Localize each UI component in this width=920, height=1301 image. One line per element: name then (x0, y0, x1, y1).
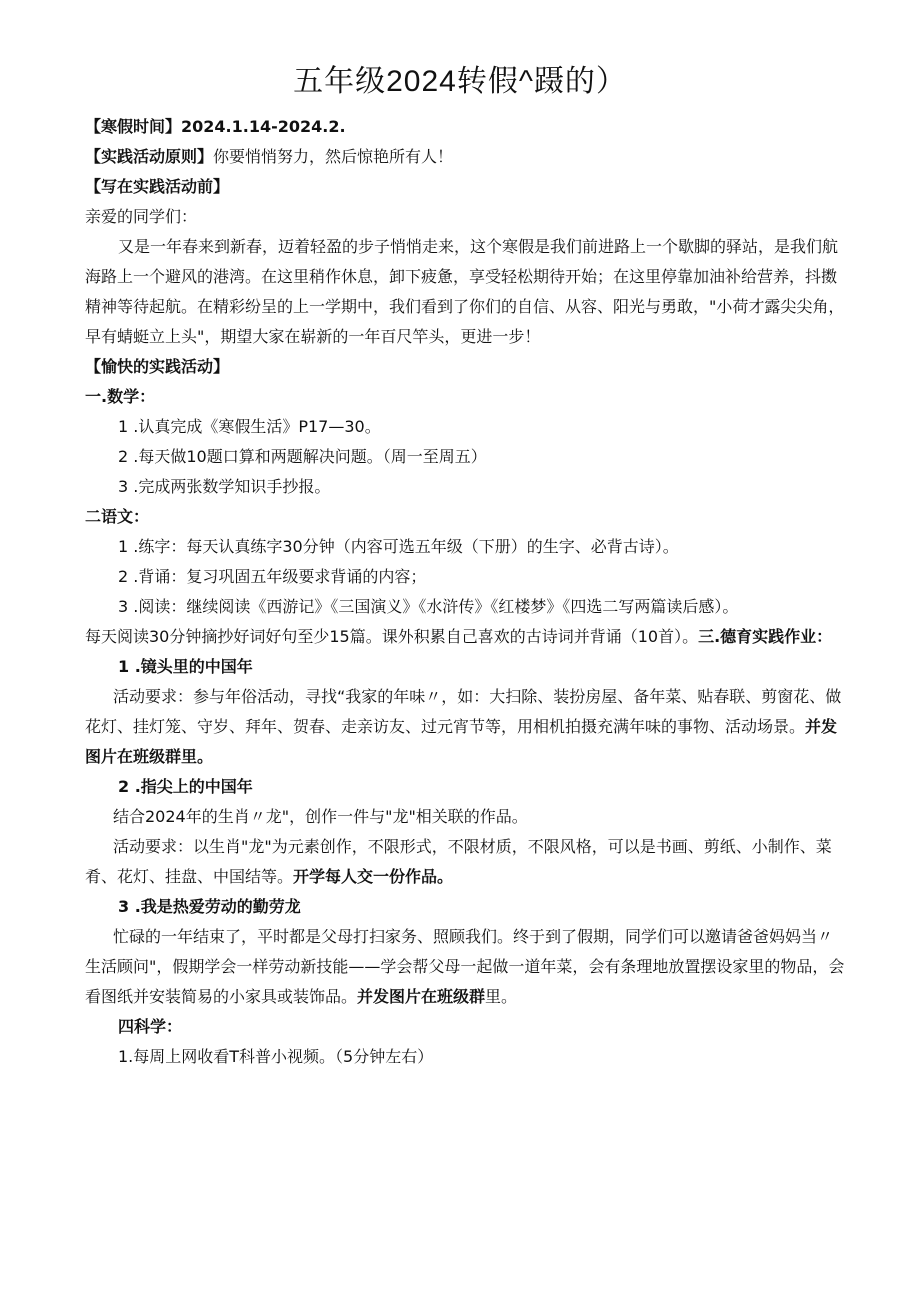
moral-item-2-title: 2 .指尖上的中国年 (118, 777, 253, 796)
before-activity-heading: 【写在实践活动前】 (85, 177, 230, 196)
moral-item-1-text (85, 682, 845, 772)
moral-item-2-text (85, 832, 845, 892)
math-item-1: 1 .认真完成《寒假生活》P17—30。 (118, 417, 381, 436)
winter-break-time (85, 112, 845, 142)
chinese-item-2: 2 .背诵：复习巩固五年级要求背诵的内容； (118, 567, 427, 586)
science-heading: 四科学： (118, 1017, 183, 1036)
moral-item-3-body: 忙碌的一年结束了，平时都是父母打扫家务、照顾我们。终于到了假期，同学们可以邀请爸爸妈妈当〃生活顾问"，假期学会一样劳动新技能——学会帮父母一起做一道年菜，会有条理地放置摆设家里的物品，会看图纸并安装简易的小家具或装饰品。 (85, 927, 845, 1006)
moral-item-1-bold: 并发图片在班级群里。 (85, 717, 838, 766)
moral-item-3-bold: 并发图片在班级群 (357, 987, 486, 1006)
chinese-item-1: 1 .练字：每天认真练字30分钟（内容可选五年级（下册）的生字、必背古诗）。 (118, 537, 679, 556)
principle-label: 【实践活动原则】 (85, 147, 214, 166)
intro-paragraph: 又是一年春来到新春，迈着轻盈的步子悄悄走来，这个寒假是我们前进路上一个歇脚的驿站，是我们航海路上一个避风的港湾。在这里稍作休息，卸下疲惫，享受轻松期待开始；在这里停靠加油补给营养，抖擞精神等待起航。在精彩纷呈的上一学期中，我们看到了你们的自信、从容、阳光与勇敢，"小荷才露尖尖角，早有蜻蜓立上头"，期望大家在崭新的一年百尺竿头，更进一步！ (85, 237, 845, 346)
activity-principle (85, 142, 845, 172)
chinese-item-3: 3 .阅读：继续阅读《西游记》《三国演义》《水浒传》《红楼梦》《四选二写两篇读后感）。 (118, 597, 739, 616)
greeting: 亲爱的同学们： (85, 207, 198, 226)
moral-item-3-title: 3 .我是热爱劳动的勤劳龙 (118, 897, 301, 916)
time-value: 2024.1.14-2024.2. (181, 117, 346, 136)
moral-item-3-end: 里。 (485, 987, 518, 1006)
science-item-1: 1.每周上网收看T科普小视频。（5分钟左右） (118, 1047, 434, 1066)
document-body (85, 112, 845, 1072)
reading-text: 每天阅读30分钟摘抄好词好句至少15篇。课外积累自己喜欢的古诗词并背诵（10首）。 (85, 627, 699, 646)
moral-item-2-line: 结合2024年的生肖〃龙"，创作一件与"龙"相关联的作品。 (113, 807, 528, 826)
moral-item-2-bold: 开学每人交一份作品。 (293, 867, 454, 886)
chinese-reading-continued (85, 622, 845, 652)
moral-item-1-body: 活动要求：参与年俗活动，寻找“我家的年味〃，如：大扫除、装扮房屋、备年菜、贴春联、剪窗花、做花灯、挂灯笼、守岁、拜年、贺春、走亲访友、过元宵节等，用相机拍摄充满年味的事物、活动场景。 (85, 687, 842, 736)
math-item-2: 2 .每天做10题口算和两题解决问题。（周一至周五） (118, 447, 487, 466)
moral-heading: 三.德育实践作业： (698, 627, 833, 646)
time-label: 【寒假时间】 (85, 117, 182, 136)
math-heading: 一.数学： (85, 387, 156, 406)
moral-item-1-title: 1 .镜头里的中国年 (118, 657, 253, 676)
page-title: 五年级2024转假^蹑的） (293, 65, 627, 98)
chinese-heading: 二语文： (85, 507, 150, 526)
activities-heading: 【愉快的实践活动】 (85, 357, 230, 376)
principle-value: 你要悄悄努力，然后惊艳所有人！ (213, 147, 454, 166)
moral-item-3-text (85, 922, 845, 1012)
moral-item-2-body: 活动要求：以生肖"龙"为元素创作，不限形式，不限材质，不限风格，可以是书画、剪纸、小制作、菜肴、花灯、挂盘、中国结等。 (85, 837, 832, 886)
math-item-3: 3 .完成两张数学知识手抄报。 (118, 477, 331, 496)
